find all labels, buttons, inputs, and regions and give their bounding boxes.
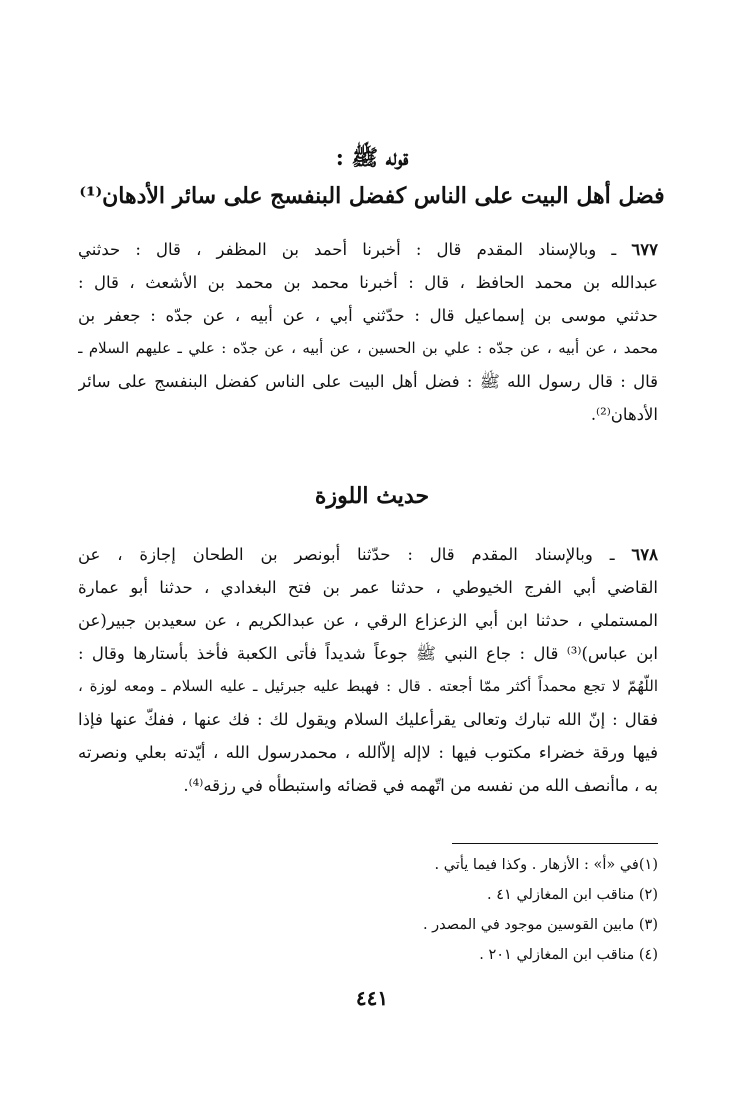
footnotes	[200, 850, 658, 970]
hadith-677-line-5: قال : قال رسول الله ﷺ : فضل أهل البيت على الناس كفضل البنفسج على سائر	[78, 372, 658, 391]
hadith-678	[78, 538, 658, 802]
footnote-1: (١)في «أ» : الأزهار . وكذا فيما يأتي .	[434, 857, 658, 873]
hadith-677	[78, 233, 658, 431]
page-number: ٤٤١	[355, 986, 389, 1010]
hadith-678-line-7: فيها ورقة خضراء مكتوب فيها : لاإله إلاّالله ، محمدرسول الله ، أيّدته بعلي ونصرته	[78, 743, 658, 762]
hadith-678-line-1: ٦٧٨ ـ وبالإسناد المقدم قال : حدّثنا أبونصر بن الطحان إجازة ، عن	[78, 545, 658, 564]
heading-almond-hadith: حديث اللوزة	[314, 483, 430, 509]
footnote-4: (٤) مناقب ابن المغازلي ٢٠١ .	[479, 947, 658, 963]
hadith-678-line-6: فقال : إنّ الله تبارك وتعالى يقرأعليك السلام ويقول لك : فك عنها ، ففكّ عنها فإذا	[78, 710, 658, 729]
hadith-678-line-5: اللّهُمّ لا تجع محمداً أكثر ممّا أجعته . قال : فهبط عليه جبرئيل ـ عليه السلام ـ ومعه لوزة ،	[78, 677, 658, 695]
hadith-677-line-1: ٦٧٧ ـ وبالإسناد المقدم قال : أخبرنا أحمد بن المظفر ، قال : حدثني	[78, 240, 658, 259]
hadith-678-line-4: ابن عباس)⁽³⁾ قال : جاع النبي ﷺ جوعاً شديداً فأتى الكعبة فأخذ بأستارها وقال :	[78, 644, 658, 663]
hadith-677-line-4: محمد ، عن أبيه ، عن جدّه : علي بن الحسين ، عن أبيه ، عن جدّه : علي ـ عليهم السلام ـ	[78, 339, 658, 357]
hadith-677-line-2: عبدالله بن محمد الحافظ ، قال : أخبرنا محمد بن محمد بن الأشعث ، قال :	[78, 273, 658, 292]
heading-hadith-title: فضل أهل البيت على الناس كفضل البنفسج على سائر الأدهان⁽¹⁾	[79, 183, 665, 209]
footnote-2: (٢) مناقب ابن المغازلي ٤١ .	[487, 887, 658, 903]
hadith-678-line-3: المستملي ، حدثنا ابن أبي الزعزاع الرقي ، عن عبدالكريم ، عن سعيدبن جبير(عن	[78, 611, 658, 630]
footnote-divider	[452, 843, 658, 844]
hadith-677-line-3: حدثني موسى بن إسماعيل قال : حدّثني أبي ، عن أبيه ، عن جدّه : جعفر بن	[78, 306, 658, 325]
hadith-678-line-8: به ، ماأنصف الله من نفسه من اتّهمه في قضائه واستبطأه في رزقه⁽⁴⁾.	[183, 776, 658, 795]
hadith-678-number: ٦٧٨	[631, 545, 658, 564]
hadith-677-number: ٦٧٧	[631, 240, 658, 259]
heading-prophet-saying: قوله ﷺ :	[335, 145, 409, 171]
hadith-677-line-6: الأدهان⁽²⁾.	[590, 405, 658, 424]
hadith-678-line-2: القاضي أبي الفرج الخيوطي ، حدثنا عمر بن فتح البغدادي ، حدثنا أبو عمارة	[78, 578, 658, 597]
footnote-3: (٣) مابين القوسين موجود في المصدر .	[422, 917, 658, 933]
